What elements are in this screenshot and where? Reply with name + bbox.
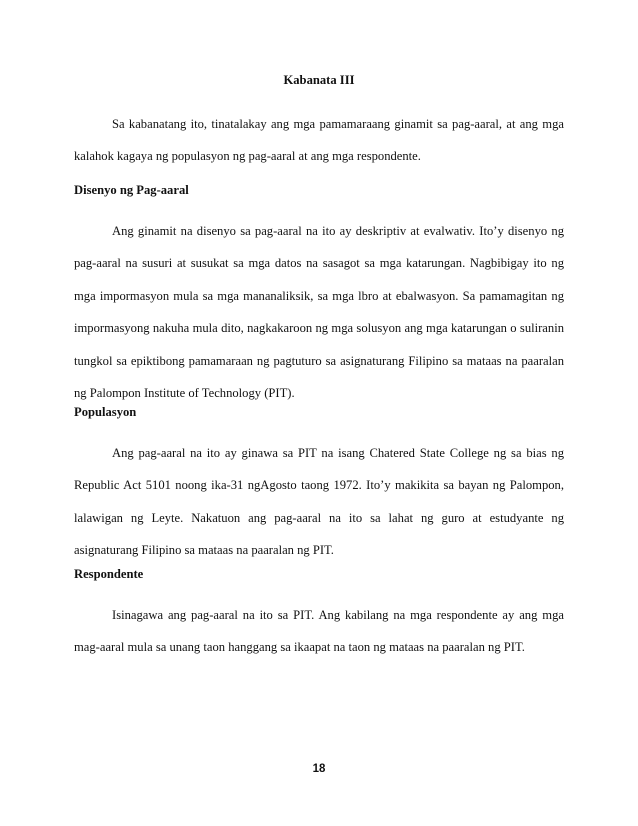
intro-paragraph: Sa kabanatang ito, tinatalakay ang mga pamamaraang ginamit sa pag-aaral, at ang mga kalahok kagaya ng populasyon ng pag-aaral at ang mga respondente.: [74, 117, 564, 164]
chapter-title: Kabanata III: [283, 73, 355, 87]
section-heading-disenyo: Disenyo ng Pag-aaral: [74, 183, 189, 197]
page-number: 18: [312, 763, 326, 775]
section-body-disenyo: Ang ginamit na disenyo sa pag-aaral na ito ay deskriptiv at evalwativ. Ito’y disenyo ng pag-aaral na susuri at susukat sa mga datos na sasagot sa mga katarungan. Nagbibigay ito ng mga impormasyon mula sa mga mananaliksik, sa mga lbro at ebalwasyon. Sa pamamagitan ng impormasyong nakuha mula dito, nagkakaroon ng mga solusyon ang mga katarungan o suliranin tungkol sa epiktibong pamamaraan ng pagtuturo sa asignaturang Filipino sa mataas na paaralan ng Palompon Institute of Technology (PIT).: [74, 224, 564, 401]
section-body-respondente: Isinagawa ang pag-aaral na ito sa PIT. Ang kabilang na mga respondente ay ang mga mag-aaral mula sa unang taon hanggang sa ikaapat na taon ng mataas na paaralan ng PIT.: [74, 608, 564, 655]
section-heading-populasyon: Populasyon: [74, 405, 137, 419]
section-heading-respondente: Respondente: [74, 567, 144, 581]
section-body-populasyon: Ang pag-aaral na ito ay ginawa sa PIT na isang Chatered State College ng sa bias ng Republic Act 5101 noong ika-31 ngAgosto taong 1972. Ito’y makikita sa bayan ng Palompon, lalawigan ng Leyte. Nakatuon ang pag-aaral na ito sa lahat ng guro at estudyante ng asignaturang Filipino sa mataas na paaralan ng PIT.: [74, 446, 564, 558]
